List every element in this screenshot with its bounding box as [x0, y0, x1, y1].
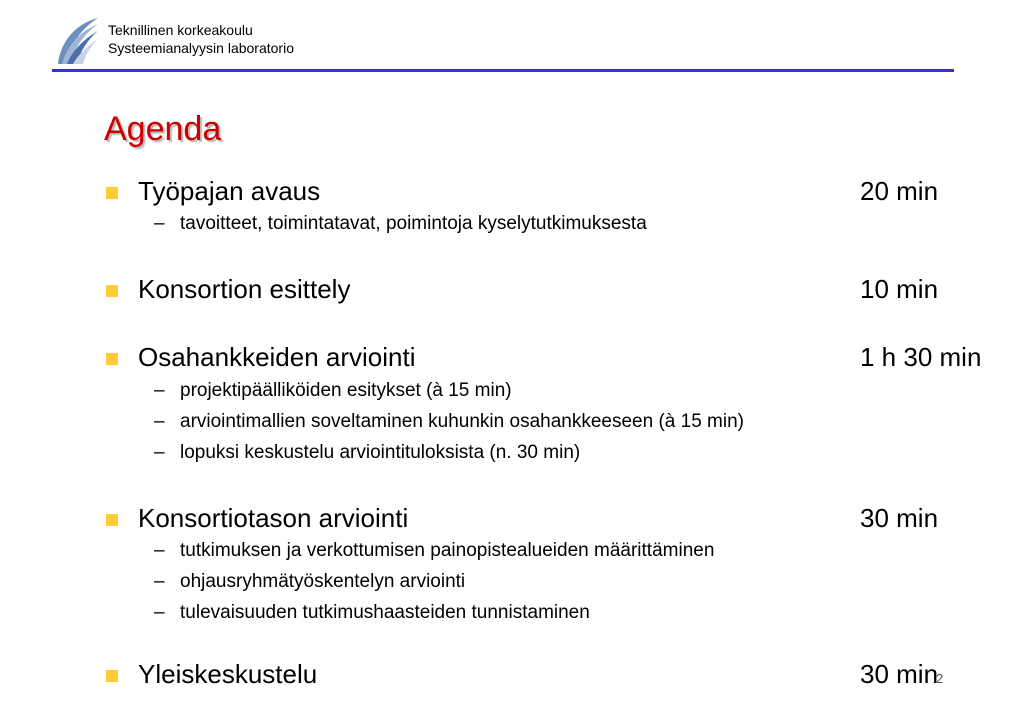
bullet-icon: [106, 187, 118, 199]
agenda-item-duration: 30 min: [860, 659, 939, 689]
agenda-item-label: Työpajan avaus: [138, 176, 321, 206]
agenda-subitem-label: projektipäälliköiden esitykset (à 15 min): [180, 380, 512, 401]
agenda-item-label: Yleiskeskustelu: [138, 659, 318, 689]
page-number: 2: [936, 671, 944, 686]
agenda-item-duration: 1 h 30 min: [860, 342, 982, 372]
sub-dash: –: [154, 213, 165, 234]
slide-title: Agenda: [104, 110, 222, 148]
agenda-subitem-label: arviointimallien soveltaminen kuhunkin osahankkeeseen (à 15 min): [180, 411, 744, 432]
org-line-1: Teknillinen korkeakoulu: [108, 22, 253, 38]
agenda-subitem-label: tulevaisuuden tutkimushaasteiden tunnistaminen: [180, 602, 590, 623]
agenda-subitem-label: lopuksi keskustelu arviointituloksista (n. 30 min): [180, 442, 581, 463]
agenda-item-label: Konsortion esittely: [138, 274, 351, 304]
organization-name: [108, 21, 294, 57]
tkk-swoosh-logo-icon: [52, 14, 102, 66]
agenda-subitem-label: tavoitteet, toimintatavat, poimintoja kyselytutkimuksesta: [180, 213, 647, 234]
bullet-icon: [106, 285, 118, 297]
agenda-item-label: Osahankkeiden arviointi: [138, 342, 416, 372]
agenda-subitem-label: ohjausryhmätyöskentelyn arviointi: [180, 571, 466, 592]
org-line-2: Systeemianalyysin laboratorio: [108, 40, 294, 56]
sub-dash: –: [154, 380, 165, 401]
agenda-item-duration: 30 min: [860, 503, 939, 533]
header-rule: [52, 69, 954, 72]
sub-dash: –: [154, 571, 165, 592]
sub-dash: –: [154, 540, 165, 561]
agenda-item-duration: 10 min: [860, 274, 939, 304]
sub-dash: –: [154, 411, 165, 432]
bullet-icon: [106, 353, 118, 365]
agenda-item-duration: 20 min: [860, 176, 939, 206]
sub-dash: –: [154, 602, 165, 623]
sub-dash: –: [154, 442, 165, 463]
bullet-icon: [106, 514, 118, 526]
agenda-subitem-label: tutkimuksen ja verkottumisen painopistealueiden määrittäminen: [180, 540, 715, 561]
logo: [52, 14, 102, 66]
bullet-icon: [106, 670, 118, 682]
agenda-item-label: Konsortiotason arviointi: [138, 503, 409, 533]
